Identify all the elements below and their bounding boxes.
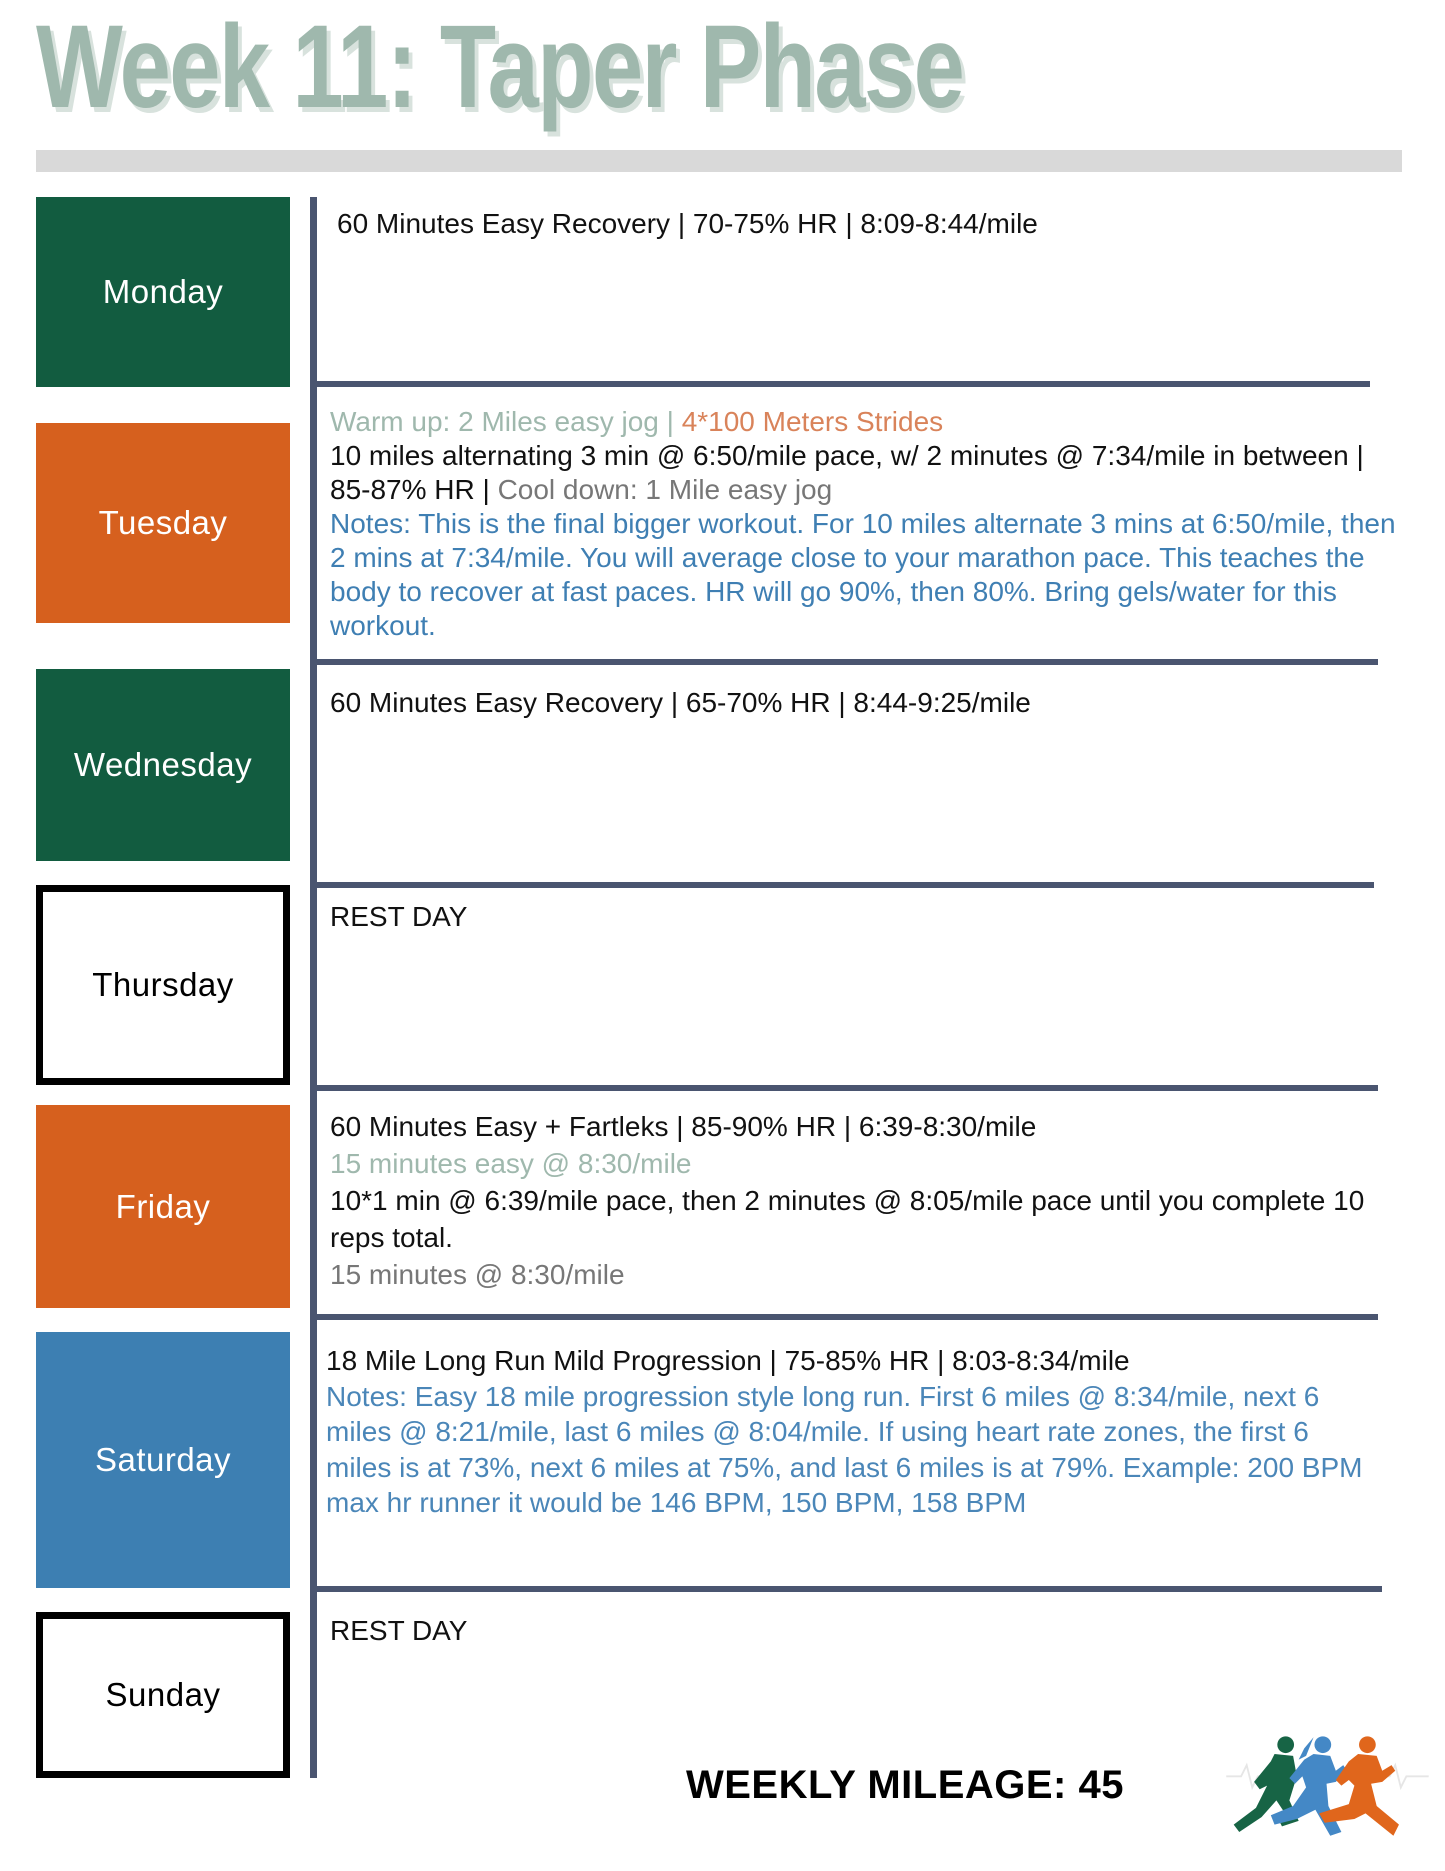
day-name: Sunday xyxy=(105,1676,221,1713)
day-name: Thursday xyxy=(92,966,234,1003)
main-set-text: 10*1 min @ 6:39/mile pace, then 2 minutes @ 8:05/mile pace until you complete 10 reps total. xyxy=(330,1185,1365,1253)
strides-text: 4*100 Meters Strides xyxy=(681,406,944,437)
workout-wednesday xyxy=(330,686,1410,720)
day-name: Monday xyxy=(102,273,224,310)
day-name: Wednesday xyxy=(73,746,253,783)
workout-summary: 18 Mile Long Run Mild Progression | 75-85% HR | 8:03-8:34/mile xyxy=(326,1345,1130,1376)
day-name: Friday xyxy=(115,1187,211,1225)
workout-notes: Notes: Easy 18 mile progression style long run. First 6 miles @ 8:34/mile, next 6 miles @ 8:21/mile, last 6 miles @ 8:04/mile. If using heart rate zones, the first 6 miles is at 73%, next 6 miles at 75%, and last 6 miles is at 79%. Example: 200 BPM max hr runner it would be 146 BPM, 150 BPM, 158 BPM xyxy=(326,1380,1363,1518)
workout-summary: 60 Minutes Easy + Fartleks | 85-90% HR | 6:39-8:30/mile xyxy=(330,1111,1037,1142)
day-label-monday xyxy=(36,197,290,387)
day-label-friday xyxy=(36,1105,290,1308)
main-set-text: 10 miles alternating 3 min @ 6:50/mile pace, w/ 2 minutes @ 7:34/mile in between | 85-87% HR | xyxy=(330,440,1364,505)
vertical-divider xyxy=(310,197,317,1778)
divider-wednesday-thursday xyxy=(310,882,1374,888)
divider-thursday-friday xyxy=(310,1085,1378,1091)
workout-tuesday xyxy=(330,405,1410,643)
weekly-mileage: WEEKLY MILEAGE: 45 xyxy=(686,1763,1124,1807)
page-title: Week 11: Taper Phase xyxy=(36,1,964,133)
workout-summary: 60 Minutes Easy Recovery | 70-75% HR | 8:09-8:44/mile xyxy=(337,208,1038,239)
workout-notes: Notes: This is the final bigger workout. For 10 miles alternate 3 mins at 6:50/mile, then 2 mins at 7:34/mile. You will average close to your marathon pace. This teaches the body to recover at fast paces. HR will go 90%, then 80%. Bring gels/water for this workout. xyxy=(330,508,1396,641)
day-name: Tuesday xyxy=(98,504,228,541)
title-underline-bar xyxy=(36,150,1402,172)
warmup-text: Warm up: 2 Miles easy jog | xyxy=(330,406,682,437)
divider-tuesday-wednesday xyxy=(310,659,1378,665)
workout-thursday xyxy=(330,900,1410,934)
day-label-wednesday xyxy=(36,669,290,861)
day-label-saturday xyxy=(36,1332,290,1588)
day-label-sunday xyxy=(36,1612,290,1778)
divider-saturday-sunday xyxy=(310,1586,1382,1592)
rest-day-text: REST DAY xyxy=(330,901,468,932)
workout-monday xyxy=(337,207,1417,241)
workout-summary: 60 Minutes Easy Recovery | 65-70% HR | 8:44-9:25/mile xyxy=(330,687,1031,718)
workout-sunday xyxy=(330,1614,1410,1648)
day-label-thursday xyxy=(36,885,290,1085)
workout-saturday xyxy=(326,1343,1366,1521)
divider-monday-tuesday xyxy=(310,381,1370,387)
day-name: Saturday xyxy=(94,1441,232,1478)
warmup-line xyxy=(330,405,1410,439)
runners-icon xyxy=(1212,1728,1442,1858)
warmup-text: 15 minutes easy @ 8:30/mile xyxy=(330,1148,692,1179)
rest-day-text: REST DAY xyxy=(330,1615,468,1646)
day-label-tuesday xyxy=(36,423,290,623)
divider-friday-saturday xyxy=(310,1314,1378,1320)
cooldown-text: 15 minutes @ 8:30/mile xyxy=(330,1259,625,1290)
workout-friday xyxy=(330,1108,1410,1293)
cooldown-text: Cool down: 1 Mile easy jog xyxy=(497,474,833,505)
main-set xyxy=(330,439,1410,507)
